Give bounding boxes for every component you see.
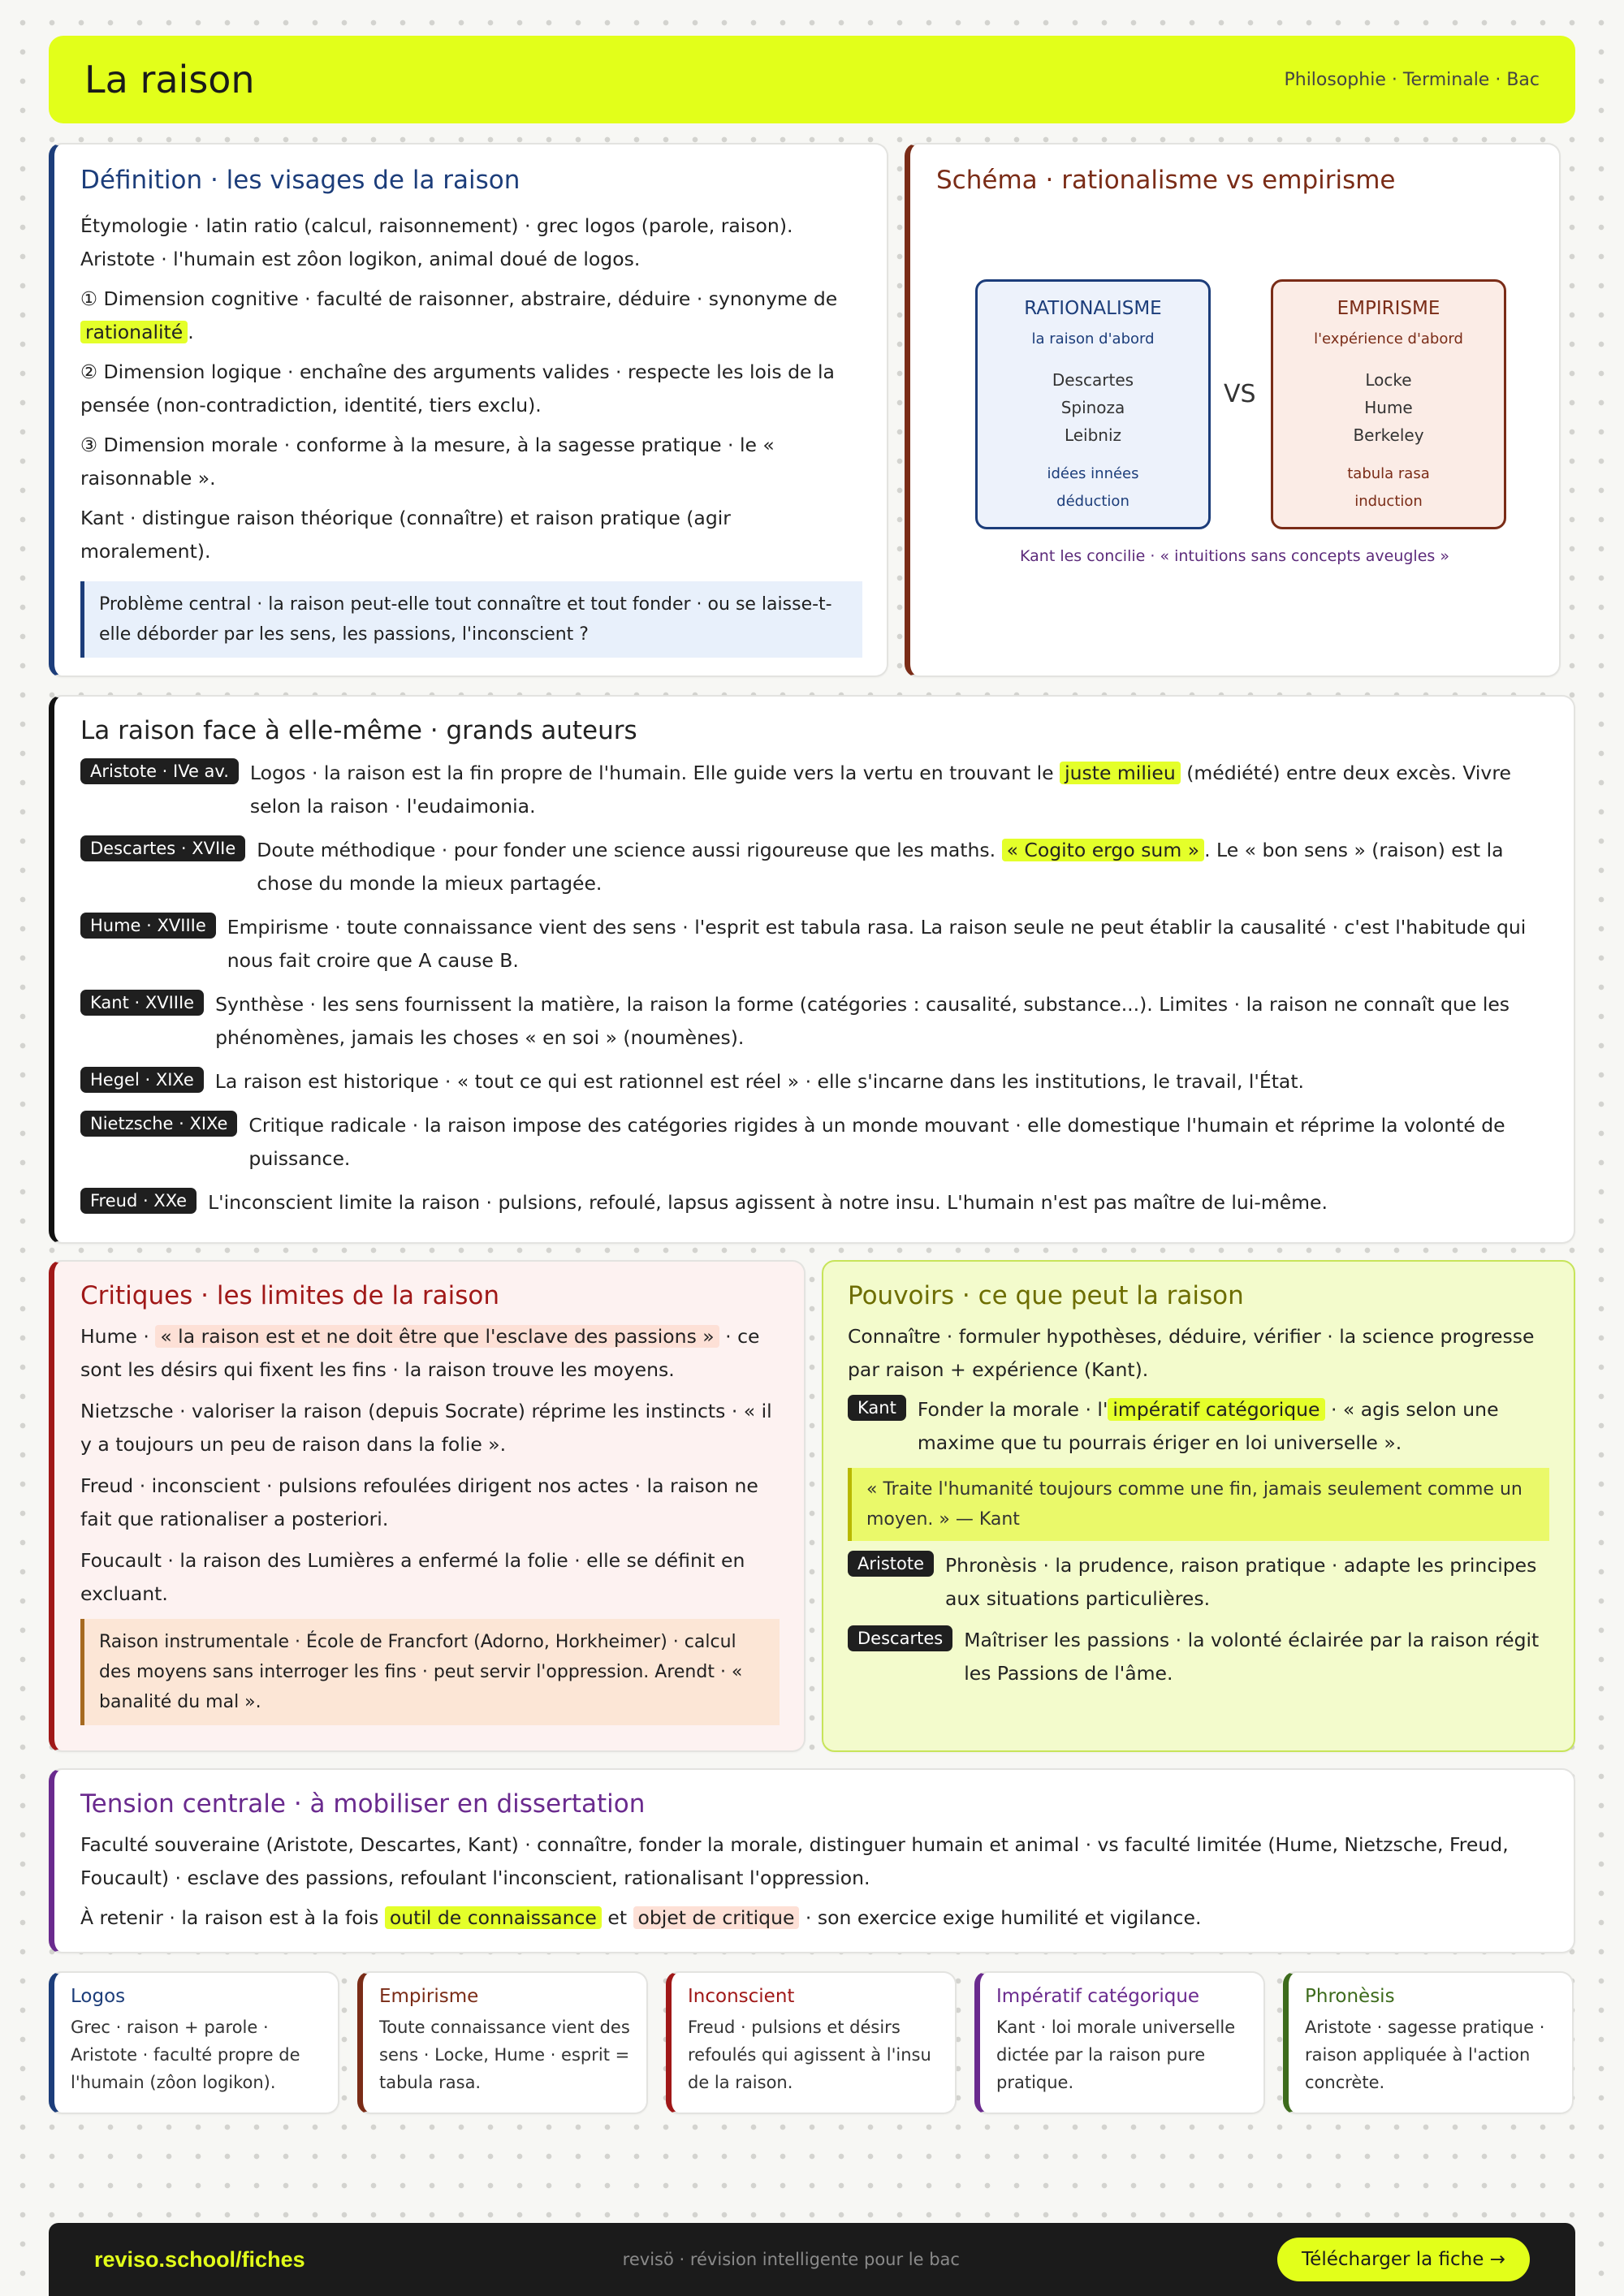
schema-card: [905, 143, 1561, 677]
author-text: Synthèse · les sens fournissent la matière, la raison la forme (catégories : causalité, substance...). Limites · la raison ne connaît que les phénomènes, jamais les choses « en soi » (noumènes).: [215, 993, 1510, 1049]
glossary-def: Grec · raison + parole · Aristote · faculté propre de l'humain (zôon logikon).: [71, 2018, 300, 2092]
author-tag: Freud · XXe: [80, 1188, 197, 1214]
esclave-passions-highlight: « la raison est et ne doit être que l'esclave des passions »: [155, 1325, 719, 1348]
glossary-card: [1283, 1971, 1574, 2114]
author-row: [80, 1065, 1549, 1098]
author-text: Doute méthodique · pour fonder une science aussi rigoureuse que les maths. « Cogito ergo sum » . Le « bon sens » (raison) est la chose du monde la mieux partagée.: [257, 839, 1504, 895]
author-row: [80, 911, 1549, 978]
rationalisme-ext: idées innées: [1047, 465, 1139, 482]
glossary-term: Empirisme: [379, 1986, 479, 2007]
auteurs-title: La raison face à elle-même · grands auteurs: [80, 716, 637, 745]
rationalite-highlight: rationalité: [80, 321, 188, 343]
footer: [49, 2223, 1575, 2296]
download-button[interactable]: Télécharger la fiche →: [1277, 2238, 1530, 2281]
outil-highlight: outil de connaissance: [385, 1906, 602, 1929]
pouvoir-row: [848, 1393, 1549, 1460]
pouvoir-row: [848, 1624, 1549, 1690]
glossary-term: Impératif catégorique: [996, 1986, 1200, 2007]
page-meta: Philosophie · Terminale · Bac: [1284, 69, 1540, 90]
dimension-morale: ③ Dimension morale · conforme à la mesure, à la sagesse pratique · le « raisonnable ».: [80, 434, 775, 490]
glossary-card: [49, 1971, 339, 2114]
author-tag: Aristote · IVe av.: [80, 758, 239, 784]
kant-text: Kant · distingue raison théorique (connaître) et raison pratique (agir moralement).: [80, 507, 731, 563]
footer-brand-link[interactable]: reviso.school/fiches: [94, 2246, 305, 2272]
page-header: [49, 36, 1575, 123]
rationalisme-sub: la raison d'abord: [1031, 330, 1155, 347]
author-text: Critique radicale · la raison impose des catégories rigides à un monde mouvant · elle domestique l'humain et réprime la volonté de puissance.: [248, 1114, 1505, 1170]
glossary-def: Freud · pulsions et désirs refoulés qui agissent à l'insu de la raison.: [688, 2018, 931, 2092]
kant-quote: « Traite l'humanité toujours comme une fin, jamais seulement comme un moyen. » — Kant: [848, 1468, 1549, 1541]
empirisme-name: Hume: [1364, 398, 1413, 417]
glossary-def: Aristote · sagesse pratique · raison appliquée à l'action concrète.: [1305, 2018, 1545, 2092]
critique-nietzsche: Nietzsche · valoriser la raison (depuis Socrate) réprime les instincts · « il y a toujours un peu de raison dans la folie ».: [80, 1400, 772, 1456]
dimension-cognitive: [80, 283, 862, 349]
schema-title: Schéma · rationalisme vs empirisme: [936, 166, 1396, 195]
author-row: [80, 1186, 1549, 1219]
probleme-callout: Problème central · la raison peut-elle tout connaître et tout fonder · ou se laisse-t-elle déborder par les sens, les passions, l'inconscient ?: [80, 581, 862, 658]
rationalisme-box: [975, 279, 1211, 529]
definition-card: [49, 143, 888, 677]
tension-card: [49, 1768, 1575, 1953]
rationalisme-ext: déduction: [1056, 493, 1129, 510]
rationalisme-name: Leibniz: [1064, 425, 1122, 445]
pouvoir-text: Fonder la morale · l' impératif catégorique · « agis selon une maxime que tu pourrais ériger en loi universelle ».: [917, 1398, 1499, 1454]
pouvoirs-card: [822, 1260, 1575, 1752]
pouvoir-tag: Aristote: [848, 1551, 934, 1577]
pouvoir-text: Phronèsis · la prudence, raison pratique · adapte les principes aux situations particulières.: [945, 1554, 1537, 1610]
author-text: Empirisme · toute connaissance vient des sens · l'esprit est tabula rasa. La raison seule ne peut établir la causalité · c'est l'habitude qui nous fait croire que A cause B.: [227, 916, 1527, 972]
author-text: L'inconscient limite la raison · pulsions, refoulé, lapsus agissent à notre insu. L'humain n'est pas maître de lui-même.: [208, 1191, 1328, 1214]
dimension-cognitive-end: .: [188, 321, 194, 343]
glossary-card: [666, 1971, 957, 2114]
imperatif-highlight: impératif catégorique: [1108, 1398, 1324, 1421]
vs-label: VS: [1224, 380, 1256, 408]
pouvoir-tag: Descartes: [848, 1625, 952, 1651]
author-row: [80, 834, 1549, 900]
empirisme-title: EMPIRISME: [1337, 298, 1440, 319]
glossary-card: [974, 1971, 1265, 2114]
glossary-term: Inconscient: [688, 1986, 795, 2007]
rationalisme-name: Descartes: [1052, 370, 1134, 390]
aristote-text: Aristote · l'humain est zôon logikon, animal doué de logos.: [80, 248, 641, 270]
critique-foucault: Foucault · la raison des Lumières a enfermé la folie · elle se définit en excluant.: [80, 1549, 745, 1605]
glossary-def: Toute connaissance vient des sens · Locke, Hume · esprit = tabula rasa.: [379, 2018, 630, 2092]
a-retenir-line: À retenir · la raison est à la fois outil de connaissance et objet de critique · son exercice exige humilité et vigilance.: [80, 1906, 1202, 1929]
author-tag: Hume · XVIIIe: [80, 913, 216, 939]
juste-milieu-highlight: juste milieu: [1060, 762, 1181, 784]
objet-highlight: objet de critique: [633, 1906, 800, 1929]
schema-note: Kant les concilie · « intuitions sans concepts aveugles »: [1020, 547, 1449, 565]
author-row: [80, 988, 1549, 1055]
pouvoir-row: [848, 1549, 1549, 1616]
dimension-cognitive-text: ① Dimension cognitive · faculté de raisonner, abstraire, déduire · synonyme de: [80, 287, 838, 310]
empirisme-ext: induction: [1354, 493, 1423, 510]
author-tag: Kant · XVIIIe: [80, 990, 204, 1016]
pouvoir-text: Maîtriser les passions · la volonté éclairée par la raison régit les Passions de l'âme.: [964, 1629, 1540, 1685]
pouvoirs-title: Pouvoirs · ce que peut la raison: [848, 1281, 1244, 1310]
empirisme-ext: tabula rasa: [1347, 465, 1430, 482]
definition-title: Définition · les visages de la raison: [80, 166, 520, 195]
glossary-term: Phronèsis: [1305, 1986, 1395, 2007]
raison-instrumentale-callout: Raison instrumentale · École de Francfort (Adorno, Horkheimer) · calcul des moyens sans interroger les fins · peut servir l'oppression. Arendt · « banalité du mal ».: [80, 1619, 780, 1725]
empirisme-box: [1271, 279, 1506, 529]
etymologie-text: Étymologie · latin ratio (calcul, raisonnement) · grec logos (parole, raison).: [80, 214, 793, 237]
footer-tagline: revisö · révision intelligente pour le bac: [622, 2250, 960, 2269]
pouvoir-tag: Kant: [848, 1395, 906, 1421]
critiques-card: [49, 1260, 806, 1752]
page-title: La raison: [84, 58, 255, 101]
rationalisme-title: RATIONALISME: [1024, 298, 1162, 319]
critique-freud: Freud · inconscient · pulsions refoulées dirigent nos actes · la raison ne fait que rationaliser a posteriori.: [80, 1474, 758, 1530]
author-text: La raison est historique · « tout ce qui est rationnel est réel » · elle s'incarne dans les institutions, le travail, l'État.: [214, 1070, 1305, 1093]
empirisme-name: Berkeley: [1353, 425, 1424, 445]
author-tag: Descartes · XVIIe: [80, 835, 245, 861]
author-tag: Hegel · XIXe: [80, 1067, 204, 1093]
critique-hume: Hume · « la raison est et ne doit être que l'esclave des passions » · ce sont les désirs qui fixent les fins · la raison trouve les moyens.: [80, 1325, 760, 1381]
glossary-def: Kant · loi morale universelle dictée par la raison pure pratique.: [996, 2018, 1236, 2092]
empirisme-sub: l'expérience d'abord: [1314, 330, 1463, 347]
critiques-title: Critiques · les limites de la raison: [80, 1281, 500, 1310]
rationalisme-name: Spinoza: [1060, 398, 1125, 417]
author-row: [80, 1109, 1549, 1176]
tension-title: Tension centrale · à mobiliser en dissertation: [80, 1789, 646, 1819]
dimension-logique: ② Dimension logique · enchaîne des arguments valides · respecte les lois de la pensée (non-contradiction, identité, tiers exclu).: [80, 360, 835, 416]
tension-line: Faculté souveraine (Aristote, Descartes, Kant) · connaître, fonder la morale, distinguer humain et animal · vs faculté limitée (Hume, Nietzsche, Freud, Foucault) · esclave des passions, refoulant l'inconscient, rationalisant l'oppression.: [80, 1833, 1509, 1889]
author-text: Logos · la raison est la fin propre de l'humain. Elle guide vers la vertu en trouvant le juste milieu (médiété) entre deux excès. Vivre selon la raison · l'eudaimonia.: [249, 762, 1511, 818]
glossary-card: [357, 1971, 648, 2114]
empirisme-name: Locke: [1365, 370, 1412, 390]
auteurs-card: [49, 695, 1575, 1244]
author-row: [80, 757, 1549, 823]
glossary-term: Logos: [71, 1986, 126, 2007]
cogito-highlight: « Cogito ergo sum »: [1002, 839, 1205, 861]
author-tag: Nietzsche · XIXe: [80, 1111, 237, 1137]
pouvoir-connaitre: Connaître · formuler hypothèses, déduire, vérifier · la science progresse par raison + expérience (Kant).: [848, 1325, 1535, 1381]
